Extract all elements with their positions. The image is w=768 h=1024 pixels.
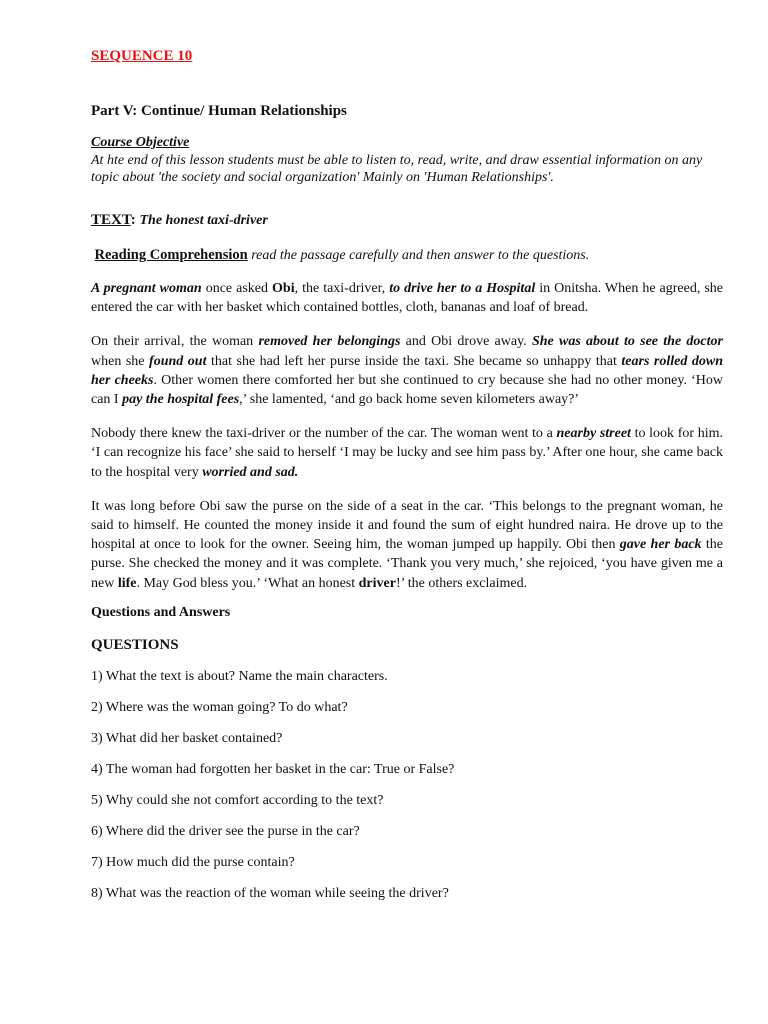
p2-text-4: that she had left her purse inside the taxi. She became so unhappy that <box>206 353 622 369</box>
p4-text-1: It was long before Obi saw the purse on the side of a seat in the car. ‘This belongs to the pregnant woman, he said to himself. He counted the money inside it and found the sum of eight hundred naira. He drove up to the hospital at once to look for the owner. Seeing him, the woman jumped up happily. Obi then <box>91 498 723 553</box>
paragraph-3 <box>91 424 723 482</box>
p2-emph-2: She was about to see the doctor <box>531 334 723 350</box>
question-item: 1) What the text is about? Name the main characters. <box>91 668 388 684</box>
p3-emph-1: nearby street <box>556 426 631 442</box>
paragraph-4 <box>91 497 723 593</box>
p1-text-1: once asked <box>201 281 273 296</box>
p4-text-2: the purse. She checked the money and it was complete. ‘Thank you very much,’ she rejoiced, ‘you have given me a new <box>91 537 723 591</box>
p2-emph-3: found out <box>149 353 207 369</box>
paragraph-1 <box>91 279 723 317</box>
question-item: 6) Where did the driver see the purse in the car? <box>91 823 360 839</box>
p1-text-2: , the taxi-driver, <box>294 281 390 296</box>
text-heading <box>91 212 723 229</box>
p2-emph-1: removed her belongings <box>258 334 401 350</box>
sequence-title: SEQUENCE 10 <box>91 48 193 64</box>
question-item: 3) What did her basket contained? <box>91 730 283 746</box>
question-item: 2) Where was the woman going? To do what? <box>91 699 348 715</box>
p3-text-2: to look for him. ‘I can recognize his face’ she said to herself ‘I may be lucky and see him pass by.’ After one hour, she came back to the hospital very <box>91 426 724 480</box>
reading-instruction: read the passage carefully and then answer to the questions. <box>251 248 590 263</box>
question-item: 4) The woman had forgotten her basket in the car: True or False? <box>91 761 455 777</box>
p1-emph-2: Obi <box>272 281 295 296</box>
text-title: The honest taxi-driver <box>139 213 268 228</box>
questions-and-answers-heading: Questions and Answers <box>91 604 231 620</box>
p2-text-1: On their arrival, the woman <box>91 334 259 350</box>
p1-emph-3: to drive her to a Hospital <box>389 281 536 296</box>
questions-heading: QUESTIONS <box>91 636 179 653</box>
p2-text-2: and Obi drove away. <box>400 334 532 350</box>
p4-text-3: . May God bless you.’ ‘What an honest <box>136 575 359 591</box>
text-colon: : <box>130 212 136 228</box>
paragraph-2 <box>91 332 723 409</box>
objective-body: At hte end of this lesson students must be able to listen to, read, write, and draw essential information on any topic about 'the society and social organization' Mainly on 'Human Relationships'. <box>91 153 703 185</box>
p3-emph-2: worried and sad. <box>202 464 299 480</box>
question-item: 8) What was the reaction of the woman while seeing the driver? <box>91 885 449 901</box>
p2-emph-5: pay the hospital fees <box>122 392 240 408</box>
p1-emph-1: A pregnant woman <box>91 281 202 296</box>
question-item: 7) How much did the purse contain? <box>91 854 295 870</box>
objective-title: Course Objective <box>91 135 190 150</box>
p4-text-4: !’ the others exclaimed. <box>395 575 528 591</box>
p4-emph-2: life <box>117 575 137 591</box>
p3-text-1: Nobody there knew the taxi-driver or the number of the car. The woman went to a <box>91 426 557 442</box>
questions-list <box>91 668 723 902</box>
question-item: 5) Why could she not comfort according to the text? <box>91 792 384 808</box>
p4-emph-3: driver <box>358 575 396 591</box>
document-page <box>91 48 723 902</box>
text-label: TEXT <box>91 212 131 228</box>
p2-emph-4: tears rolled down her cheeks <box>91 353 723 388</box>
p2-text-6: ,’ she lamented, ‘and go back home seven kilometers away?’ <box>239 392 580 408</box>
p1-text-3: in Onitsha. When he agreed, she entered the car with her basket which contained bottles, cloth, bananas and loaf of bread. <box>91 281 724 316</box>
p2-text-3: when she <box>91 353 150 369</box>
part-heading: Part V: Continue/ Human Relationships <box>91 103 347 119</box>
reading-comprehension-line <box>91 247 723 264</box>
p4-emph-1: gave her back <box>619 537 702 553</box>
reading-label: Reading Comprehension <box>94 247 248 263</box>
p2-text-5: . Other women there comforted her but she continued to cry because she had no other money. ‘How can I <box>91 372 724 408</box>
